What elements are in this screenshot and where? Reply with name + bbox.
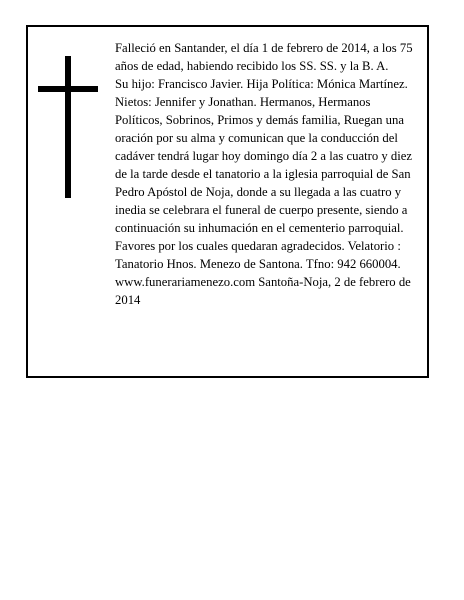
obituary-text: [115, 39, 420, 309]
obituary-intro: Falleció en Santander, el día 1 de febrero de 2014, a los 75 años de edad, habiendo recibido los SS. SS. y la B. A.: [115, 41, 413, 73]
obituary-body: Su hijo: Francisco Javier. Hija Política: Mónica Martínez. Nietos: Jennifer y Jonathan. Hermanos, Hermanos Políticos, Sobrinos, Primos y demás familia, Ruegan una oración por su alma y comunican que la conducción del cadáver tendrá lugar hoy domingo día 2 a las cuatro y diez de la tarde desde el tanatorio a la iglesia parroquial de San Pedro Apóstol de Noja, donde a su llegada a las cuatro y inedia se celebrara el funeral de cuerpo presente, siendo a continuación su inhumación en el cementerio parroquial. Favores por los cuales quedaran agradecidos. Velatorio : Tanatorio Hnos. Menezo de Santona. Tfno: 942 660004. www.funerariamenezo.com Santoña-Noja, 2 de febrero de 2014: [115, 77, 412, 307]
cross-icon: [38, 56, 98, 198]
cross-vertical-bar: [65, 56, 71, 198]
obituary-notice: [26, 25, 429, 378]
cross-horizontal-bar: [38, 86, 98, 92]
